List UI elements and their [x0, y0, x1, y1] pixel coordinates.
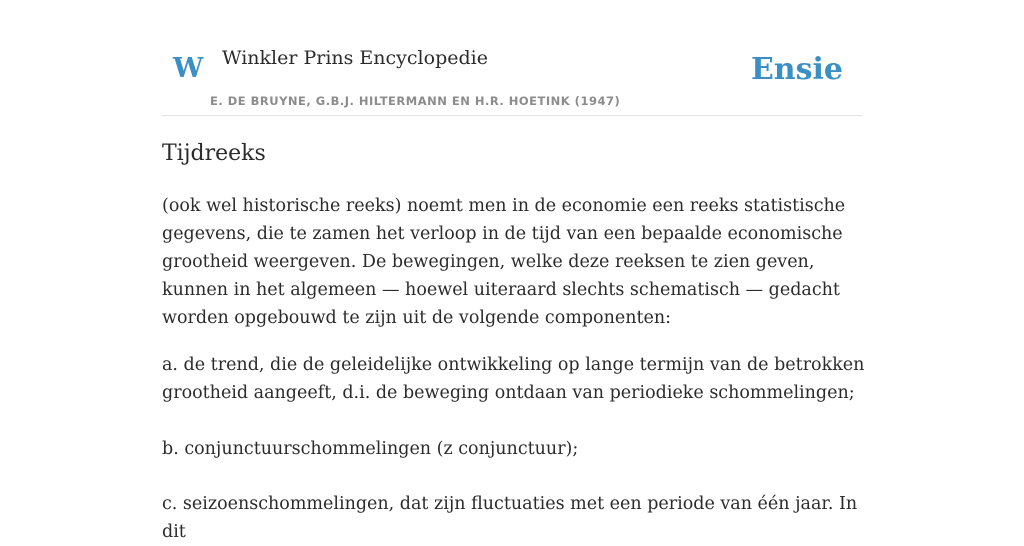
entry-paragraph-conjunctuur: b. conjunctuurschommelingen (z conjunctuur); — [162, 439, 579, 459]
entry-title: Tijdreeks — [162, 141, 266, 166]
book-authors: E. DE BRUYNE, G.B.J. HILTERMANN EN H.R. HOETINK (1947) — [210, 94, 621, 108]
entry-paragraph-intro: (ook wel historische reeks) noemt men in de economie een reeks statistische gegevens, die te zamen het verloop in de tijd van een bepaalde economische grootheid weergeven. De bewegingen, welke deze reeksen te zien geven, kunnen in het algemeen — hoewel uiteraard slechts schematisch — gedacht worden opgebouwd te zijn uit de volgende componenten: — [162, 196, 846, 328]
page-content — [162, 0, 865, 542]
entry-paragraph-seizoen: c. seizoenschommelingen, dat zijn fluctuaties met een periode van één jaar. In dit — [162, 494, 858, 542]
ensie-logo-link[interactable]: Ensie — [750, 52, 843, 87]
entry-paragraph-trend: a. de trend, die de geleidelijke ontwikkeling op lange termijn van de betrokken grootheid aangeeft, d.i. de beweging ontdaan van periodieke schommelingen; — [162, 355, 865, 403]
book-title[interactable]: Winkler Prins Encyclopedie — [222, 47, 488, 69]
winkler-prins-logo[interactable]: W — [173, 53, 204, 84]
site-header — [162, 0, 862, 116]
